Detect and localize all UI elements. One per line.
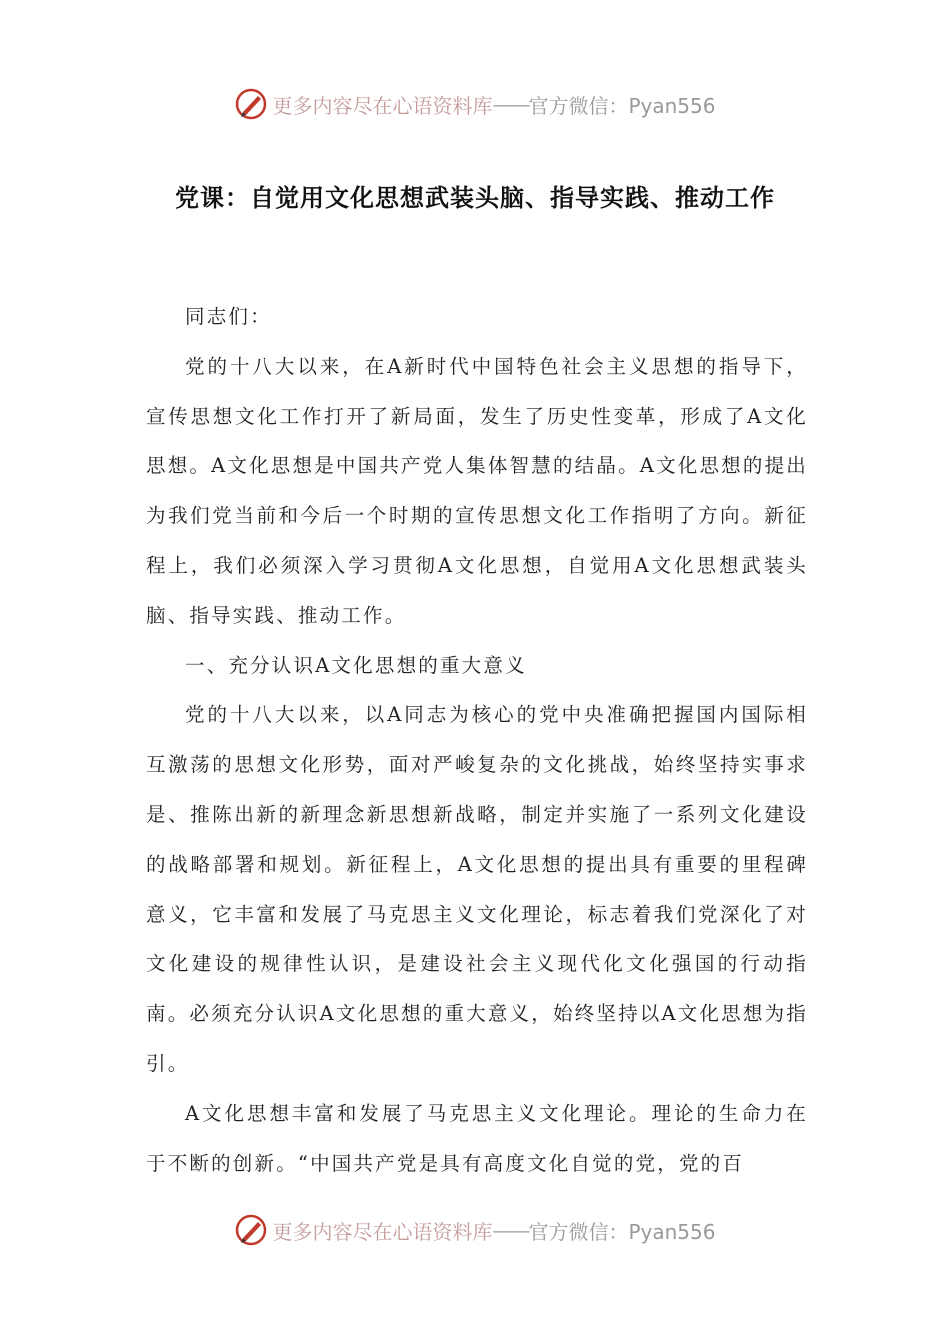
paragraph-salutation: 同志们： <box>185 305 272 328</box>
watermark-footer <box>0 1210 950 1250</box>
pen-logo-icon <box>234 1213 268 1247</box>
document-body <box>146 292 808 1188</box>
section-heading-1: 一、充分认识A文化思想的重大意义 <box>185 653 527 677</box>
paragraph-theory: A文化思想丰富和发展了马克思主义文化理论。理论的生命力在于不断的创新。“中国共产党是具有高度文化自觉的党，党的百 <box>146 1101 808 1175</box>
watermark-dash: —— <box>492 1218 529 1242</box>
watermark-main-text: 更多内容尽在心语资料库 <box>272 1219 493 1244</box>
watermark-dash: —— <box>492 92 529 116</box>
watermark-main-text: 更多内容尽在心语资料库 <box>272 93 493 118</box>
watermark-header <box>0 84 950 124</box>
watermark-tail-text: 官方微信：Pyan556 <box>528 93 716 118</box>
watermark-tail-text: 官方微信：Pyan556 <box>528 1219 716 1244</box>
document-title: 党课：自觉用文化思想武装头脑、指导实践、推动工作 <box>175 183 775 212</box>
pen-logo-icon <box>234 87 268 121</box>
paragraph-significance: 党的十八大以来，以A同志为核心的党中央准确把握国内国际相互激荡的思想文化形势，面对严峻复杂的文化挑战，始终坚持实事求是、推陈出新的新理念新思想新战略，制定并实施了一系列文化建设的战略部署和规划。新征程上，A文化思想的提出具有重要的里程碑意义，它丰富和发展了马克思主义文化理论，标志着我们党深化了对文化建设的规律性认识，是建设社会主义现代化文化强国的行动指南。必须充分认识A文化思想的重大意义，始终坚持以A文化思想为指引。 <box>146 703 808 1075</box>
paragraph-intro: 党的十八大以来，在A新时代中国特色社会主义思想的指导下，宣传思想文化工作打开了新局面，发生了历史性变革，形成了A文化思想。A文化思想是中国共产党人集体智慧的结晶。A文化思想的提出为我们党当前和今后一个时期的宣传思想文化工作指明了方向。新征程上，我们必须深入学习贯彻A文化思想，自觉用A文化思想武装头脑、指导实践、推动工作。 <box>146 354 808 627</box>
